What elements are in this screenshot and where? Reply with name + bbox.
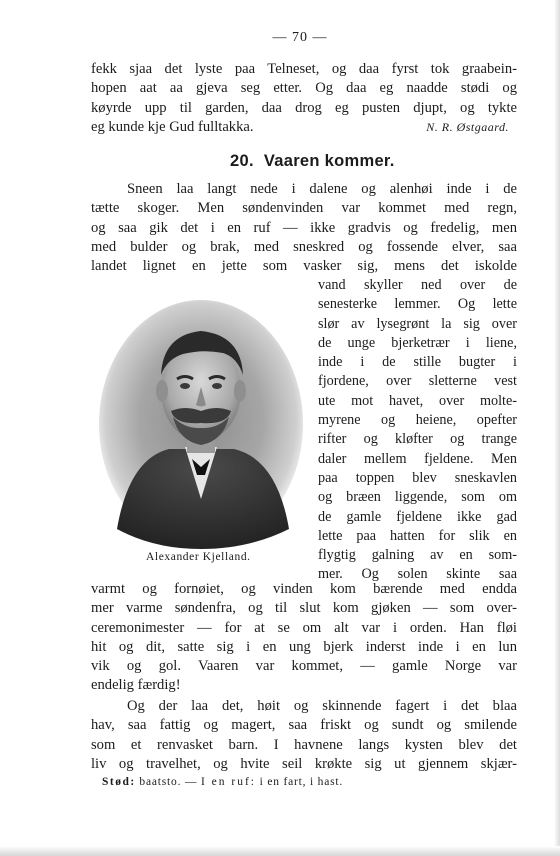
text-line: endelig færdig!: [91, 677, 181, 694]
author-signature: N. R. Østgaard.: [426, 119, 509, 134]
text-line-with-signature: [91, 118, 517, 137]
footnote-term: I en ruf:: [200, 776, 256, 788]
text-line: myrene og heiene, opefter: [318, 412, 517, 429]
text-line: de gamle fjeldene ikke gad: [318, 508, 517, 525]
text-line: de unge bjerketrær i liene,: [318, 334, 517, 351]
text-line: paa toppen blev sneskavlen: [318, 469, 517, 486]
text-line: ceremonimester — for at se om alt var i orden. Han fløi: [91, 619, 517, 636]
text-line: eg kunde kje Gud fulltakka.: [91, 118, 254, 135]
text-line: rifter og kløfter og trange: [318, 431, 517, 448]
text-line: som et renvasket barn. I havnene langs kysten blev det: [91, 736, 517, 753]
text-line: hopen aat aa gjeva seg etter. Og daa eg naadde stødi og: [91, 80, 517, 97]
page-edge-shadow: [554, 0, 560, 856]
text-line: ute mot havet, over molte-: [318, 392, 517, 409]
text-line: tætte skoger. Men søndenvinden var kommet med regn,: [91, 200, 517, 217]
wrapped-text-column: [318, 276, 517, 585]
text-line: Sneen laa langt nede i dalene og alenhøi inde i de: [127, 181, 517, 197]
section-heading: [230, 152, 395, 171]
text-line: fekk sjaa det lyste paa Telneset, og daa fyrst tok graabein-: [91, 61, 517, 77]
closing-paragraph: [91, 697, 517, 774]
text-line: slør av lysegrønt la sig over: [318, 315, 517, 332]
portrait-image: [99, 299, 304, 549]
section-title: Vaaren kommer.: [263, 152, 395, 170]
text-line: fjordene, over sletterne vest: [318, 373, 517, 390]
text-line: hit og dit, satte sig i en ung bjerk inderst inde i en lun: [91, 638, 517, 655]
section-number: 20.: [230, 152, 254, 170]
body-paragraph: [91, 580, 517, 696]
intro-paragraph: [91, 60, 517, 137]
text-line: køyrde upp til garden, daa drog eg pusten djupt, og tykte: [91, 99, 517, 116]
footnote-separator: —: [184, 776, 198, 788]
text-line: og bræen liggende, som om: [318, 489, 517, 506]
text-line: vand skyller ned over de: [318, 277, 517, 293]
footnote-term: Stød:: [102, 776, 136, 788]
lead-paragraph: [91, 180, 517, 276]
page-edge-shadow: [0, 846, 560, 856]
text-line: varmt og fornøiet, og vinden kom bærende med endda: [91, 581, 517, 597]
text-line: liv og travelhet, og hvite seil krøkte sig ut gjennem skjær-: [91, 755, 517, 772]
footnote-gloss: i en fart, i hast.: [259, 776, 344, 788]
text-line: inde i de stille bugter i: [318, 354, 517, 371]
page-number: — 70 —: [272, 30, 328, 45]
text-line: mer. Og solen skinte saa: [318, 566, 517, 583]
text-line: flygtig galning av en som-: [318, 547, 517, 564]
text-line: hav, saa fattig og magert, saa friskt og sundt og smilende: [91, 717, 517, 734]
text-line: daler mellem fjeldene. Men: [318, 450, 517, 467]
portrait-caption: Alexander Kjelland.: [146, 551, 251, 563]
text-line: lette paa hatten for slik en: [318, 527, 517, 544]
text-line: mer varme søndenfra, og til slut kom gjøken — som over-: [91, 600, 517, 617]
text-line: og saa gik det i en ruf — ikke gradvis og fredelig, men: [91, 219, 517, 236]
text-line: senesterke lemmer. Og lette: [318, 296, 517, 313]
glossary-footnote: [102, 776, 522, 788]
text-line: Og der laa det, høit og skinnende fagert i det blaa: [127, 698, 517, 714]
text-line: med bulder og brak, med sneskred og fossende elver, saa: [91, 238, 517, 255]
text-line: vik og gol. Vaaren var kommet, — gamle Norge var: [91, 658, 517, 675]
footnote-gloss: baatsto.: [139, 776, 182, 788]
text-line: landet lignet en jette som vasker sig, mens det iskolde: [91, 258, 517, 275]
